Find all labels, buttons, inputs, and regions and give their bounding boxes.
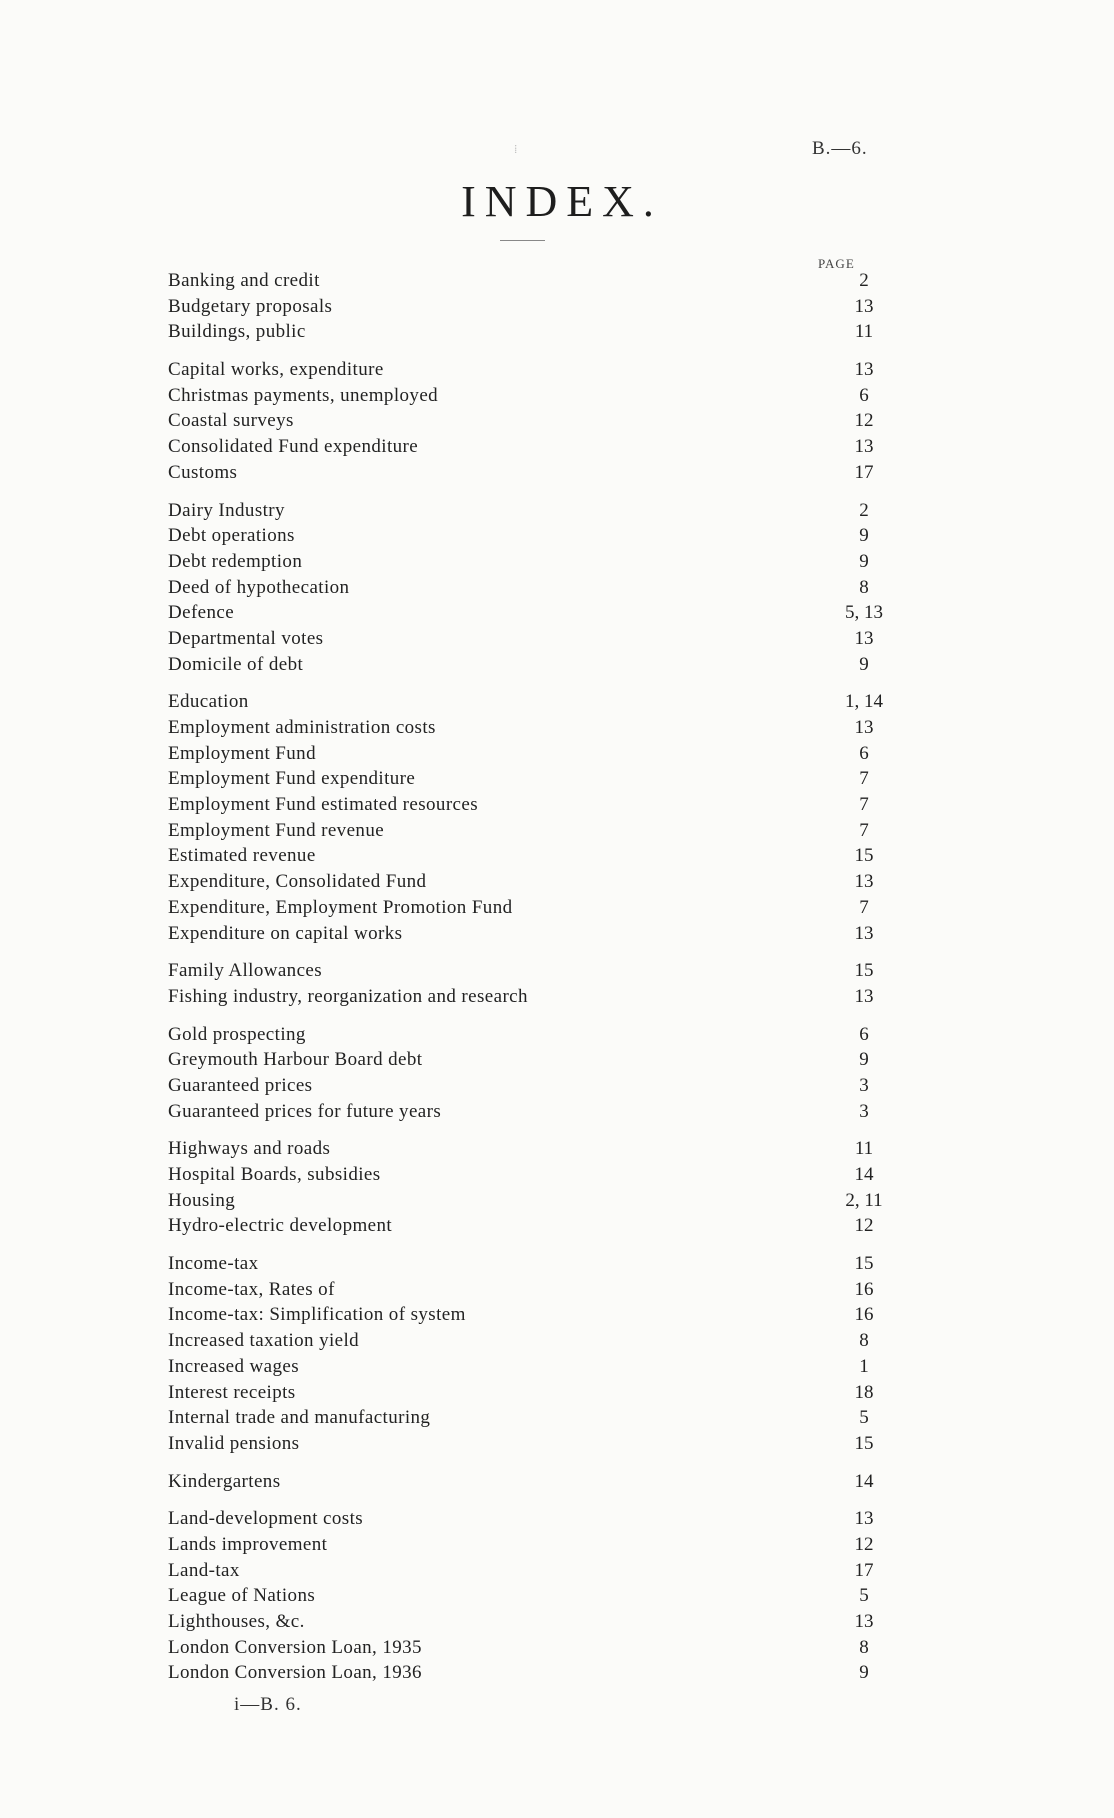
index-entry: [168, 1660, 888, 1686]
index-entry: [168, 715, 888, 741]
index-entry: [168, 1431, 888, 1457]
index-entry: [168, 1380, 888, 1406]
entry-label: Expenditure, Consolidated Fund: [168, 869, 430, 895]
index-entry: [168, 268, 888, 294]
index-entry: [168, 575, 888, 601]
entry-page-number: 12: [854, 410, 874, 432]
entry-label: Gold prospecting: [168, 1022, 310, 1048]
entry-label: Internal trade and manufacturing: [168, 1405, 434, 1431]
entry-label: Departmental votes: [168, 626, 327, 652]
entry-page-number: 14: [854, 1164, 874, 1185]
index-entry: [168, 1328, 888, 1354]
index-group: [168, 1506, 888, 1686]
entry-page-number: 13: [854, 922, 874, 944]
page-column-heading: PAGE: [818, 256, 855, 271]
entry-label: Deed of hypothecation: [168, 575, 353, 601]
index-entry: [168, 1022, 888, 1048]
index-entry: [168, 498, 888, 524]
index-entry: [168, 1354, 888, 1380]
entry-label: Budgetary proposals: [168, 294, 336, 320]
entry-page-number: 9: [859, 1049, 869, 1071]
page-footer: i—B. 6.: [234, 1694, 302, 1715]
entry-page-number: 13: [854, 871, 874, 893]
entry-page-number: 13: [854, 359, 874, 381]
entry-page-number: 6: [859, 1023, 869, 1045]
index-entry: [168, 1469, 888, 1495]
entry-page-number: 18: [854, 1381, 874, 1403]
entry-label: Kindergartens: [168, 1469, 284, 1495]
entry-label: League of Nations: [168, 1583, 319, 1609]
entry-page-number: 9: [859, 525, 869, 547]
entry-label: Expenditure on capital works: [168, 921, 406, 947]
index-entry: [168, 1162, 888, 1188]
index-entry: [168, 958, 888, 984]
index-entry: [168, 1583, 888, 1609]
entry-label: Greymouth Harbour Board debt: [168, 1047, 426, 1073]
entry-label: Hydro-electric development: [168, 1213, 396, 1239]
entry-label: Buildings, public: [168, 319, 310, 345]
entry-label: Lighthouses, &c.: [168, 1609, 309, 1635]
index-entry: [168, 460, 888, 486]
index-entry: [168, 984, 888, 1010]
index-list: [168, 268, 888, 1698]
index-entry: [168, 895, 888, 921]
index-entry: [168, 1047, 888, 1073]
entry-page-number: 5: [859, 1407, 869, 1429]
index-entry: [168, 1635, 888, 1661]
index-entry: [168, 1073, 888, 1099]
entry-label: Employment Fund: [168, 741, 320, 767]
entry-page-number: 1: [859, 1355, 869, 1377]
index-entry: [168, 1558, 888, 1584]
entry-label: London Conversion Loan, 1935: [168, 1635, 426, 1661]
index-entry: [168, 600, 888, 626]
entry-page-number: 8: [859, 1636, 869, 1658]
index-group: [168, 1022, 888, 1125]
entry-label: Consolidated Fund expenditure: [168, 434, 422, 460]
entry-label: Highways and roads: [168, 1136, 334, 1162]
entry-page-number: 8: [859, 576, 869, 598]
index-entry: [168, 921, 888, 947]
index-entry: [168, 408, 888, 434]
entry-label: Income-tax, Rates of: [168, 1277, 339, 1303]
entry-label: Employment administration costs: [168, 715, 440, 741]
entry-page-number: 13: [854, 985, 874, 1007]
entry-page-number: 17: [854, 461, 874, 483]
entry-page-number: 2, 11: [845, 1189, 883, 1211]
entry-page-number: 13: [854, 295, 874, 317]
entry-label: Dairy Industry: [168, 498, 289, 524]
index-entry: [168, 1506, 888, 1532]
entry-page-number: 3: [859, 1074, 869, 1096]
index-entry: [168, 1251, 888, 1277]
entry-label: London Conversion Loan, 1936: [168, 1660, 426, 1686]
index-entry: [168, 1302, 888, 1328]
entry-label: Defence: [168, 600, 238, 626]
index-entry: [168, 1136, 888, 1162]
index-entry: [168, 792, 888, 818]
entry-label: Income-tax: [168, 1251, 263, 1277]
entry-page-number: 1, 14: [845, 691, 883, 713]
title-rule: [500, 240, 545, 241]
index-entry: [168, 818, 888, 844]
entry-label: Debt redemption: [168, 549, 306, 575]
index-entry: [168, 1213, 888, 1239]
entry-label: Land-development costs: [168, 1506, 367, 1532]
entry-page-number: 7: [859, 794, 869, 816]
entry-page-number: 7: [859, 896, 869, 918]
index-entry: [168, 689, 888, 715]
index-group: [168, 1469, 888, 1495]
entry-page-number: 8: [859, 1330, 869, 1352]
index-group: [168, 498, 888, 678]
entry-page-number: 13: [854, 717, 874, 738]
entry-label: Income-tax: Simplification of system: [168, 1302, 470, 1328]
entry-label: Banking and credit: [168, 268, 324, 294]
index-entry: [168, 549, 888, 575]
entry-page-number: 12: [854, 1215, 874, 1237]
entry-label: Increased taxation yield: [168, 1328, 363, 1354]
entry-label: Invalid pensions: [168, 1431, 303, 1457]
index-group: [168, 958, 888, 1009]
entry-page-number: 16: [854, 1278, 874, 1300]
index-entry: [168, 869, 888, 895]
entry-label: Coastal surveys: [168, 408, 298, 434]
entry-label: Fishing industry, reorganization and research: [168, 984, 532, 1010]
index-entry: [168, 1609, 888, 1635]
index-entry: [168, 1532, 888, 1558]
entry-page-number: 7: [859, 819, 869, 841]
entry-label: Lands improvement: [168, 1532, 331, 1558]
entry-page-number: 6: [859, 742, 869, 764]
index-entry: [168, 1405, 888, 1431]
index-entry: [168, 1099, 888, 1125]
page-title: INDEX.: [461, 177, 663, 226]
index-group: [168, 1136, 888, 1239]
entry-label: Capital works, expenditure: [168, 357, 388, 383]
entry-label: Customs: [168, 460, 241, 486]
index-group: [168, 268, 888, 345]
entry-label: Housing: [168, 1188, 239, 1214]
entry-page-number: 13: [854, 436, 874, 458]
entry-label: Hospital Boards, subsidies: [168, 1162, 385, 1188]
entry-label: Employment Fund revenue: [168, 818, 388, 844]
entry-page-number: 9: [859, 550, 869, 572]
entry-page-number: 9: [859, 1662, 869, 1684]
entry-label: Expenditure, Employment Promotion Fund: [168, 895, 517, 921]
index-entry: [168, 766, 888, 792]
entry-page-number: 6: [859, 384, 869, 406]
index-entry: [168, 434, 888, 460]
entry-page-number: 2: [859, 499, 869, 521]
entry-page-number: 16: [854, 1304, 874, 1326]
entry-label: Domicile of debt: [168, 652, 307, 678]
index-entry: [168, 357, 888, 383]
index-entry: [168, 1277, 888, 1303]
entry-label: Employment Fund estimated resources: [168, 792, 482, 818]
scan-mark: ⁞: [514, 142, 518, 156]
index-entry: [168, 741, 888, 767]
index-entry: [168, 294, 888, 320]
entry-label: Guaranteed prices for future years: [168, 1099, 445, 1125]
entry-label: Increased wages: [168, 1354, 303, 1380]
entry-label: Estimated revenue: [168, 843, 320, 869]
entry-page-number: 15: [854, 1432, 874, 1454]
entry-label: Christmas payments, unemployed: [168, 383, 442, 409]
entry-label: Debt operations: [168, 523, 299, 549]
index-entry: [168, 652, 888, 678]
entry-page-number: 7: [859, 768, 869, 790]
index-entry: [168, 1188, 888, 1214]
entry-label: Land-tax: [168, 1558, 244, 1584]
entry-page-number: 13: [854, 1508, 874, 1530]
index-entry: [168, 626, 888, 652]
index-group: [168, 689, 888, 946]
entry-label: Guaranteed prices: [168, 1073, 316, 1099]
entry-page-number: 3: [859, 1100, 869, 1122]
entry-page-number: 14: [854, 1470, 874, 1492]
index-entry: [168, 319, 888, 345]
entry-page-number: 9: [859, 653, 869, 675]
entry-page-number: 15: [854, 960, 874, 982]
index-entry: [168, 383, 888, 409]
entry-page-number: 2: [859, 270, 869, 291]
document-reference: B.—6.: [812, 138, 868, 159]
entry-page-number: 17: [854, 1559, 874, 1581]
entry-page-number: 12: [854, 1533, 874, 1555]
entry-label: Education: [168, 689, 253, 715]
index-entry: [168, 843, 888, 869]
entry-label: Employment Fund expenditure: [168, 766, 419, 792]
index-entry: [168, 523, 888, 549]
entry-page-number: 5: [859, 1585, 869, 1607]
index-group: [168, 1251, 888, 1457]
index-group: [168, 357, 888, 485]
entry-page-number: 11: [854, 321, 874, 343]
entry-label: Interest receipts: [168, 1380, 300, 1406]
entry-page-number: 11: [854, 1138, 874, 1160]
entry-label: Family Allowances: [168, 958, 326, 984]
entry-page-number: 15: [854, 1253, 874, 1275]
entry-page-number: 5, 13: [845, 602, 883, 624]
entry-page-number: 15: [854, 845, 874, 867]
entry-page-number: 13: [854, 1611, 874, 1632]
entry-page-number: 13: [854, 627, 874, 649]
